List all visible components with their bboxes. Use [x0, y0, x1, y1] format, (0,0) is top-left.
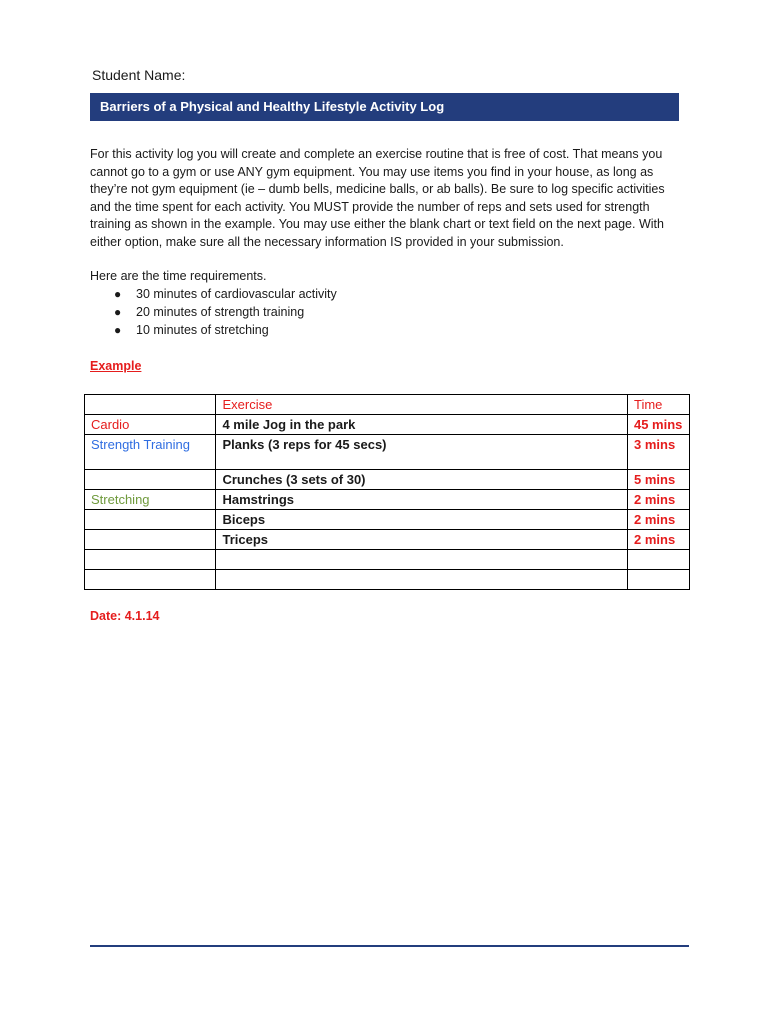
category-cell: Stretching: [85, 490, 216, 510]
table-row: [85, 470, 690, 490]
bullet-icon: ●: [114, 323, 122, 337]
exercise-cell: Crunches (3 sets of 30): [216, 470, 628, 490]
table-row: [85, 435, 690, 470]
time-cell: 45 mins: [627, 415, 689, 435]
exercise-cell: Hamstrings: [216, 490, 628, 510]
document-title: Barriers of a Physical and Healthy Lifestyle Activity Log: [90, 93, 679, 121]
exercise-cell: [216, 570, 628, 590]
requirement-text: 10 minutes of stretching: [136, 323, 269, 337]
table-row: [85, 490, 690, 510]
exercise-cell: Biceps: [216, 510, 628, 530]
exercise-cell: [216, 550, 628, 570]
time-cell: 2 mins: [627, 530, 689, 550]
example-heading: Example: [90, 359, 142, 373]
exercise-cell: 4 mile Jog in the park: [216, 415, 628, 435]
header-category: [85, 395, 216, 415]
requirement-text: 20 minutes of strength training: [136, 305, 305, 319]
activity-log-table: [84, 394, 690, 590]
time-cell: 2 mins: [627, 510, 689, 530]
category-cell: Cardio: [85, 415, 216, 435]
requirement-item: [90, 321, 337, 339]
intro-paragraph: For this activity log you will create and complete an exercise routine that is free of cost. That means you cannot go to a gym or use ANY gym equipment. You may use items you find in your house, as long as they’re not gym equipment (ie – dumb bells, medicine balls, or ab balls). Be sure to log specific activities and the time spent for each activity. You MUST provide the number of reps and sets used for strength training as shown in the example. You may use either the blank chart or text field on the next page. With either option, make sure all the necessary information IS provided in your submission.: [90, 147, 665, 249]
header-exercise: Exercise: [216, 395, 628, 415]
table-row: [85, 510, 690, 530]
category-cell: [85, 570, 216, 590]
category-cell: [85, 470, 216, 490]
time-cell: 3 mins: [627, 435, 689, 470]
time-cell: 5 mins: [627, 470, 689, 490]
requirement-item: [90, 303, 337, 321]
date-label: Date: 4.1.14: [90, 609, 160, 623]
student-name-label: Student Name:: [92, 67, 186, 83]
bullet-icon: ●: [114, 305, 122, 319]
bullet-icon: ●: [114, 287, 122, 301]
header-time: Time: [627, 395, 689, 415]
footer-divider: [90, 945, 689, 947]
table-row: [85, 570, 690, 590]
category-cell: [85, 550, 216, 570]
table-row: [85, 530, 690, 550]
table-header-row: [85, 395, 690, 415]
time-cell: [627, 570, 689, 590]
table-row: [85, 415, 690, 435]
time-cell: 2 mins: [627, 490, 689, 510]
table-row: [85, 550, 690, 570]
requirements-intro: Here are the time requirements.: [90, 269, 267, 283]
category-cell: [85, 510, 216, 530]
requirements-list: [90, 285, 337, 339]
category-cell: Strength Training: [85, 435, 216, 470]
time-cell: [627, 550, 689, 570]
requirement-text: 30 minutes of cardiovascular activity: [136, 287, 337, 301]
exercise-cell: Planks (3 reps for 45 secs): [216, 435, 628, 470]
category-cell: [85, 530, 216, 550]
exercise-cell: Triceps: [216, 530, 628, 550]
requirement-item: [90, 285, 337, 303]
